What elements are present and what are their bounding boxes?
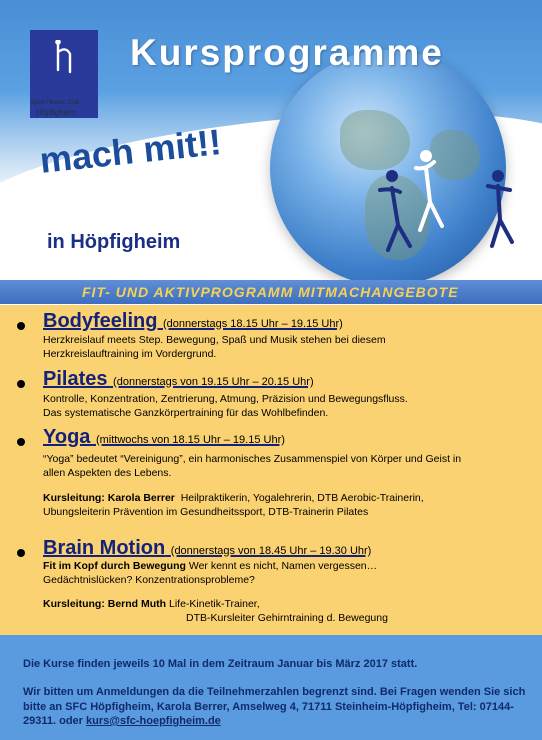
course-description bbox=[43, 559, 377, 587]
course-name-text: Pilates bbox=[43, 368, 108, 390]
course-desc-line2: Das systematische Ganzkörpertraining für das Wohlbefinden. bbox=[43, 407, 329, 419]
footer-contact-text: Wir bitten um Anmeldungen da die Teilnehmerzahlen begrenzt sind. Bei Fragen wenden Sie sich bitte an SFC Höpfigheim, Karola Berrer, Amselweg 4, 71711 Steinheim-Höpfigheim, Tel: 07144-29311. oder bbox=[23, 686, 526, 727]
course-leader-text1: Heilpraktikerin, Yogalehrerin, DTB Aerobic-Trainerin, bbox=[180, 492, 424, 504]
course-description bbox=[43, 333, 386, 361]
course-name-text: Brain Motion bbox=[43, 537, 166, 559]
course-time: (donnerstags von 18.45 Uhr – 19.30 Uhr) bbox=[170, 545, 372, 557]
bullet-icon bbox=[17, 322, 25, 330]
course-desc-line2: Herzkreislauftraining im Vordergrund. bbox=[43, 348, 217, 360]
slogan: mach mit!! bbox=[37, 121, 224, 181]
course-name bbox=[43, 426, 285, 449]
location-heading: in Höpfigheim bbox=[47, 231, 181, 253]
course-time: (donnerstags 18.15 Uhr – 19.15 Uhr) bbox=[163, 318, 343, 330]
club-logo-line1: Sport Fitness Club bbox=[30, 100, 80, 106]
course-leader bbox=[43, 597, 388, 625]
course-desc-bold: Fit im Kopf durch Bewegung bbox=[43, 560, 186, 572]
course-description bbox=[43, 392, 408, 420]
jumping-figures-icon bbox=[370, 150, 530, 270]
club-logo-icon bbox=[52, 40, 78, 76]
course-description bbox=[43, 452, 461, 480]
course-name-text: Bodyfeeling bbox=[43, 310, 158, 332]
course-leader-text2: Ubungsleiterin Prävention im Gesundheitssport, DTB-Trainerin Pilates bbox=[43, 506, 369, 518]
club-logo-line2: Höpfigheim bbox=[36, 108, 77, 117]
bullet-icon bbox=[17, 380, 25, 388]
course-leader-label: Kursleitung: Karola Berrer bbox=[43, 492, 175, 504]
course-time: (mittwochs von 18.15 Uhr – 19.15 Uhr) bbox=[95, 434, 285, 446]
course-leader bbox=[43, 491, 424, 519]
footer-contact bbox=[23, 685, 528, 729]
course-leader-text2: DTB-Kursleiter Gehirntraining d. Bewegung bbox=[186, 612, 388, 624]
contact-email-link[interactable]: kurs@sfc-hoepfigheim.de bbox=[86, 715, 221, 727]
page-title: Kursprogramme bbox=[130, 32, 444, 73]
footer-schedule: Die Kurse finden jeweils 10 Mal in dem Zeitraum Januar bis März 2017 statt. bbox=[23, 658, 418, 670]
course-leader-label: Kursleitung: Bernd Muth bbox=[43, 598, 167, 610]
course-desc-line2: allen Aspekten des Lebens. bbox=[43, 467, 172, 479]
course-name bbox=[43, 537, 371, 560]
header bbox=[0, 0, 542, 300]
bullet-icon bbox=[17, 438, 25, 446]
bullet-icon bbox=[17, 549, 25, 557]
course-desc-line1: Herzkreislauf meets Step. Bewegung, Spaß und Musik stehen bei diesem bbox=[43, 334, 386, 346]
course-desc-line2: Gedächtnislücken? Konzentrationsprobleme? bbox=[43, 574, 255, 586]
course-name bbox=[43, 310, 343, 333]
course-leader-text1: Life-Kinetik-Trainer, bbox=[169, 598, 260, 610]
course-name-text: Yoga bbox=[43, 426, 91, 448]
course-time: (donnerstags von 19.15 Uhr – 20.15 Uhr) bbox=[113, 376, 314, 388]
course-desc-line1: Kontrolle, Konzentration, Zentrierung, Atmung, Präzision und Bewegungsfluss. bbox=[43, 393, 408, 405]
course-desc-line1: “Yoga” bedeutet “Vereinigung”, ein harmonisches Zusammenspiel von Körper und Geist in bbox=[43, 453, 462, 465]
program-banner-text: FIT- UND AKTIVPROGRAMM MITMACHANGEBOTE bbox=[82, 284, 459, 300]
course-desc-line1: Wer kennt es nicht, Namen vergessen… bbox=[188, 560, 378, 572]
course-name bbox=[43, 368, 314, 391]
